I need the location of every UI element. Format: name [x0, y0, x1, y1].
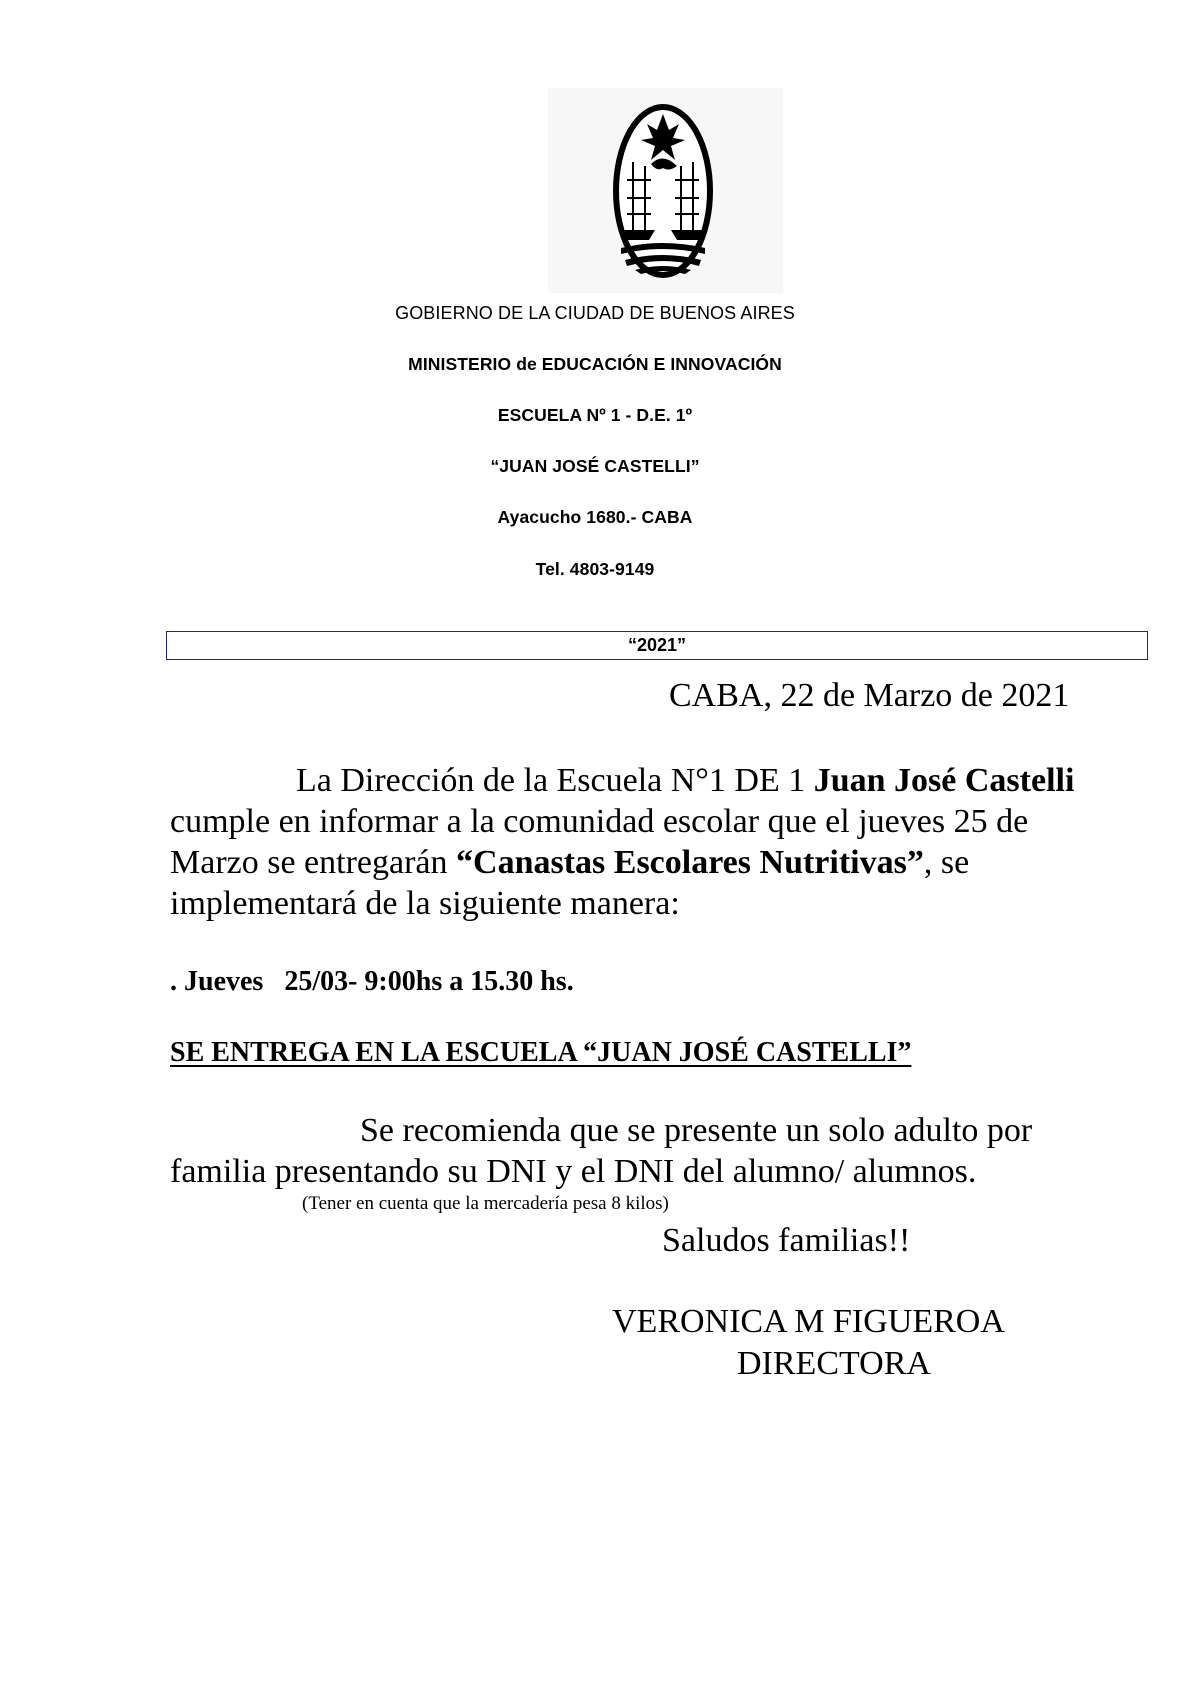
government-heading: GOBIERNO DE LA CIUDAD DE BUENOS AIRES: [395, 303, 795, 323]
greeting: Saludos familias!!: [662, 1222, 911, 1259]
date-line: CABA, 22 de Marzo de 2021: [669, 677, 1070, 714]
signer-name: VERONICA M FIGUEROA: [612, 1303, 1005, 1340]
school-number: ESCUELA Nº 1 - D.E. 1º: [497, 405, 693, 425]
school-phone: Tel. 4803-9149: [535, 559, 655, 579]
paragraph-line: cumple en informar a la comunidad escolar que el jueves 25 de: [170, 803, 1029, 840]
paragraph-line: implementará de la siguiente manera:: [170, 885, 680, 922]
school-address: Ayacucho 1680.- CABA: [497, 507, 693, 527]
announcement-paragraph: [170, 760, 1130, 924]
paragraph-line: familia presentando su DNI y el DNI del alumno/ alumnos.: [170, 1153, 977, 1190]
ministry-heading: MINISTERIO de EDUCACIÓN E INNOVACIÓN: [408, 354, 782, 374]
paragraph-text: La Dirección de la Escuela N°1 DE 1: [296, 762, 814, 799]
program-name-emphasis: “Canastas Escolares Nutritivas”: [456, 844, 924, 881]
paragraph-text: Marzo se entregarán: [170, 844, 457, 881]
schedule-line: . Jueves 25/03- 9:00hs a 15.30 hs.: [170, 966, 574, 997]
city-of-buenos-aires-coat-of-arms-icon: [611, 102, 715, 280]
paragraph-line: [170, 760, 1130, 801]
school-name: “JUAN JOSÉ CASTELLI”: [490, 456, 700, 476]
logo-area: [548, 88, 783, 293]
school-name-emphasis: Juan José Castelli: [813, 762, 1075, 799]
paragraph-text: , se: [923, 844, 970, 881]
paragraph-line: [170, 842, 1130, 883]
recommendation-paragraph: [170, 1110, 1130, 1192]
signer-role: DIRECTORA: [737, 1345, 931, 1382]
paragraph-line: Se recomienda que se presente un solo adulto por: [360, 1112, 1033, 1149]
weight-note: (Tener en cuenta que la mercadería pesa 8 kilos): [302, 1193, 669, 1214]
delivery-location: SE ENTREGA EN LA ESCUELA “JUAN JOSÉ CASTELLI”: [170, 1037, 912, 1068]
year-banner: “2021”: [166, 631, 1148, 660]
